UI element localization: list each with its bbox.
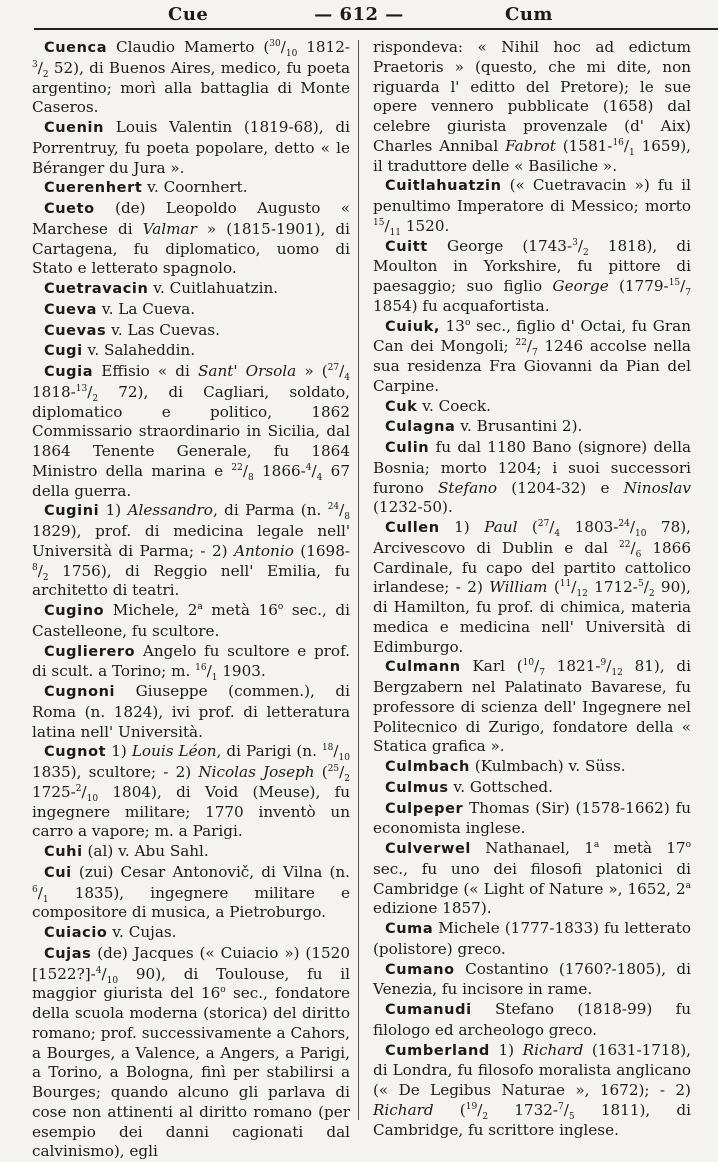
entry-text: Louis Valentin (1819-68), di Porrentruy, fu poeta popolare, detto « le Béranger du Jura ».: [32, 118, 350, 177]
dictionary-entry: [373, 1000, 691, 1041]
dictionary-entry: [32, 642, 350, 683]
entry-headword: Cuetravacin: [44, 281, 149, 297]
dictionary-entry: [32, 199, 350, 279]
entry-headword: Cuglierero: [44, 643, 136, 660]
entry-headword: Cuerenhert: [44, 180, 143, 197]
dictionary-entry: [32, 923, 350, 944]
entry-headword: Cuiacio: [44, 925, 108, 941]
entry-headword: Cumberland: [385, 1042, 490, 1059]
column-separator: [358, 40, 359, 1120]
entry-text: Giuseppe (commen.), di Roma (n. 1824), ivi prof. di letteratura latina nell' Università.: [32, 682, 350, 741]
dictionary-entry: [373, 919, 691, 960]
dictionary-entry: [373, 757, 691, 778]
entry-headword: Cueva: [44, 301, 98, 318]
dictionary-entry: [373, 38, 691, 176]
entry-headword: Culmann: [385, 659, 461, 676]
dictionary-entry: [32, 321, 350, 342]
entry-text: v. Coornhert.: [142, 178, 248, 197]
entry-headword: Cugino: [44, 603, 105, 619]
entry-text: Karl ($^{10}/_7$ $1821-^9/_{12}$ 81), di Bergzabern nel Palatinato Bavarese, fu professore di scienza dell' Ingegnere nel Politecnico di Zurigo, fondatore della « Statica grafica ».: [373, 657, 691, 756]
page-header: [0, 0, 718, 30]
entry-text: Costantino (1760?-1805), di Venezia, fu incisore in rame.: [373, 959, 691, 999]
entry-headword: Culmbach: [385, 759, 470, 775]
entry-text: George ($1743-^3/_2$ 1818), di Moulton in Yorkshire, fu pittore di paesaggio; suo figlio George ($1779-^{15}/_7$ 1854) fu acquafortista.: [373, 236, 691, 315]
entry-text: Claudio Mamerto ($^{30}/_{10}$ $1812-^3/_2$ 52), di Buenos Aires, medico, fu poeta argentino; morì alla battaglia di Monte Caseros.: [32, 38, 350, 117]
entry-text: 1) Paul ($^{27}/_4$ $1803-^{24}/_{10}$ 78), Arcivescovo di Dublin e dal $^{22}/_6$ 1866 Cardinale, fu capo del partito cattolico irlandese; - 2) William ($^{11}/_{12}$ $1712-^5/_2$ 90), di Hamilton, fu prof. di chimica, materia medica e medicina nell' Università di Edimburgo.: [373, 518, 692, 656]
entry-headword: Cugia: [44, 364, 94, 380]
dictionary-entry: [373, 799, 691, 840]
dictionary-entry: [373, 397, 691, 418]
entry-headword: Cuhi: [44, 844, 83, 860]
dictionary-entry: [32, 842, 350, 863]
entry-text: v. Brusantini 2).: [455, 417, 583, 436]
entry-headword: Cuevas: [44, 322, 107, 339]
header-guide-word-right: Cum: [505, 4, 553, 25]
dictionary-entry: [32, 501, 350, 601]
entry-text: Michele (1777-1833) fu letterato (polistore) greco.: [373, 919, 691, 958]
entry-text: Thomas (Sir) (1578-1662) fu economista inglese.: [373, 798, 691, 838]
entry-text: (« Cuetravacin ») fu il penultimo Imperatore di Messico; morto $^{15}/_{11}$ 1520.: [373, 176, 691, 238]
entry-headword: Cujas: [44, 945, 92, 962]
dictionary-entry: [373, 839, 691, 919]
dictionary-entry: [32, 682, 350, 742]
entry-headword: Cui: [44, 864, 72, 881]
entry-headword: Cueto: [44, 201, 95, 217]
entry-headword: Cugnot: [44, 744, 107, 761]
entry-headword: Culagna: [385, 419, 456, 436]
entry-text: 1) Richard (1631-1718), di Londra, fu filosofo moralista anglicano (« De Legibus Naturae », 1672); - 2) Richard ($^{19}/_2$ $1732-^7/_5$ 1811), di Cambridge, fu scrittore inglese.: [373, 1040, 691, 1139]
dictionary-entry: [32, 863, 350, 923]
entry-headword: Cuenca: [44, 40, 108, 56]
left-column: [32, 38, 350, 1162]
entry-text: v. Cujas.: [107, 923, 177, 941]
entry-text: 13$^o$ sec., figlio d' Octai, fu Gran Can dei Mongoli; $^{22}/_7$ 1246 accolse nella sua residenza Fra Giovanni da Pian del Carpine.: [373, 316, 691, 395]
dictionary-entry: [373, 317, 691, 397]
entry-text: (de) Jacques (« Cuiacio ») (1520 $[1522?]-^4/_{10}$ 90), di Toulouse, fu il maggior giurista del 16$^o$ sec., fondatore della scuola moderna (storica) del diritto romano; prof. successivamente a Cahors, a Bourges, a Valence, a Angers, a Parigi, a Torino, a Bologna, finì per stabilirsi a Bourges; quando alcuno gli parlava di cose non attinenti al diritto romano (per esempio dei danni cagionati dal calvinismo), egli: [32, 943, 350, 1161]
dictionary-entry: [373, 1041, 691, 1141]
entry-text: v. Coeck.: [417, 396, 491, 415]
dictionary-entry: [32, 944, 350, 1162]
dictionary-entry: [373, 960, 691, 1001]
dictionary-entry: [373, 176, 691, 236]
entry-text: (zui) Cesar Antonovič, di Vilna (n. $^6/_1$ 1835), ingegnere militare e compositore di musica, a Pietroburgo.: [32, 862, 350, 922]
entry-text: 1) Alessandro, di Parma (n. $^{24}/_8$ 1829), prof. di medicina legale nell' Università di Parma; - 2) Antonio ($1698-^8/_2$ 1756), di Reggio nell' Emilia, fu architetto di teatri.: [32, 501, 351, 600]
page-number: — 612 —: [314, 4, 404, 25]
entry-headword: Cumano: [385, 961, 455, 978]
entry-headword: Culmus: [385, 779, 449, 796]
entry-text: v. Salaheddin.: [82, 341, 196, 360]
dictionary-entry: [373, 237, 691, 317]
entry-text: rispondeva: « Nihil hoc ad edictum Praetoris » (questo, che mi dite, non riguarda l' editto del Pretore); le sue opere vennero pubblicate (1658) dal celebre giurista provenzale (d' Aix) Charles Annibal Fabrot ($1581-^{16}/_1$ 1659), il traduttore delle « Basiliche ».: [373, 38, 691, 175]
entry-text: 1) Louis Léon, di Parigi (n. $^{18}/_{10}$ 1835), scultore; - 2) Nicolas Joseph ($^{25}/_2$ $1725-^2/_{10}$ 1804), di Void (Meuse), fu ingegnere militare; 1770 inventò un carro a vapore; m. a Parigi.: [32, 742, 350, 841]
entry-headword: Culpeper: [385, 800, 464, 817]
entry-text: (de) Leopoldo Augusto « Marchese di Valmar » (1815-1901), di Cartagena, fu diplomatico, uomo di Stato e letterato spagnolo.: [32, 199, 350, 278]
entry-text: Effisio « di Sant' Orsola » ($^{27}/_4$ $1818-^{13}/_2$ 72), di Cagliari, soldato, diplomatico e politico, 1862 Commissario straordinario in Sicilia, dal 1864 Tenente Generale, fu 1864 Ministro della marina e $^{22}/_8$ $1866-^4/_4$ 67 della guerra.: [32, 362, 350, 500]
dictionary-entry: [32, 742, 350, 842]
entry-text: Michele, 2$^a$ metà 16$^o$ sec., di Castelleone, fu scultore.: [32, 601, 350, 640]
entry-text: Nathanael, 1$^a$ metà 17$^o$ sec., fu uno dei filosofi platonici di Cambridge (« Light of Nature », 1652, 2$^a$ edizione 1857).: [373, 839, 691, 918]
dictionary-entry: [32, 178, 350, 199]
entry-text: v. Las Cuevas.: [106, 320, 220, 339]
dictionary-entry: [373, 657, 691, 757]
entry-headword: Cullen: [385, 520, 440, 536]
dictionary-entry: [373, 778, 691, 799]
entry-headword: Cuiuk,: [385, 318, 441, 335]
entry-headword: Culin: [385, 440, 430, 456]
entry-text: v. Cuitlahuatzin.: [148, 279, 279, 297]
entry-text: (al) v. Abu Sahl.: [82, 842, 209, 860]
dictionary-entry: [32, 279, 350, 300]
dictionary-entry: [32, 362, 350, 501]
entry-headword: Cumanudi: [385, 1002, 472, 1018]
dictionary-entry: [32, 601, 350, 642]
entry-text: Angelo fu scultore e prof. di scult. a Torino; m. $^{16}/_1$ 1903.: [32, 641, 350, 684]
entry-headword: Cuitt: [385, 238, 428, 255]
dictionary-entry: [373, 417, 691, 438]
entry-headword: Cugi: [44, 343, 83, 360]
entry-headword: Cuitlahuatzin: [385, 178, 502, 195]
entry-headword: Cugini: [44, 503, 100, 520]
dictionary-entry: [32, 118, 350, 178]
dictionary-entry: [373, 518, 691, 657]
header-rule: [34, 28, 718, 30]
entry-text: v. Gottsched.: [448, 777, 553, 796]
entry-headword: Culverwel: [385, 841, 471, 857]
header-guide-word-left: Cue: [168, 4, 209, 25]
right-column: [373, 38, 691, 1140]
dictionary-entry: [32, 38, 350, 118]
entry-headword: Cuenin: [44, 120, 105, 136]
entry-text: Stefano (1818-99) fu filologo ed archeologo greco.: [373, 1000, 691, 1039]
entry-headword: Cuma: [385, 921, 434, 937]
dictionary-entry: [373, 438, 691, 518]
entry-text: fu dal 1180 Bano (signore) della Bosnia; morto 1204; i suoi successori furono Stefano (1204-32) e Ninoslav (1232-50).: [373, 438, 691, 517]
entry-text: (Kulmbach) v. Süss.: [469, 757, 626, 775]
dictionary-entry: [32, 300, 350, 321]
dictionary-entry: [32, 341, 350, 362]
entry-text: v. La Cueva.: [97, 299, 196, 318]
entry-headword: Cugnoni: [44, 684, 116, 700]
entry-headword: Cuk: [385, 398, 418, 415]
